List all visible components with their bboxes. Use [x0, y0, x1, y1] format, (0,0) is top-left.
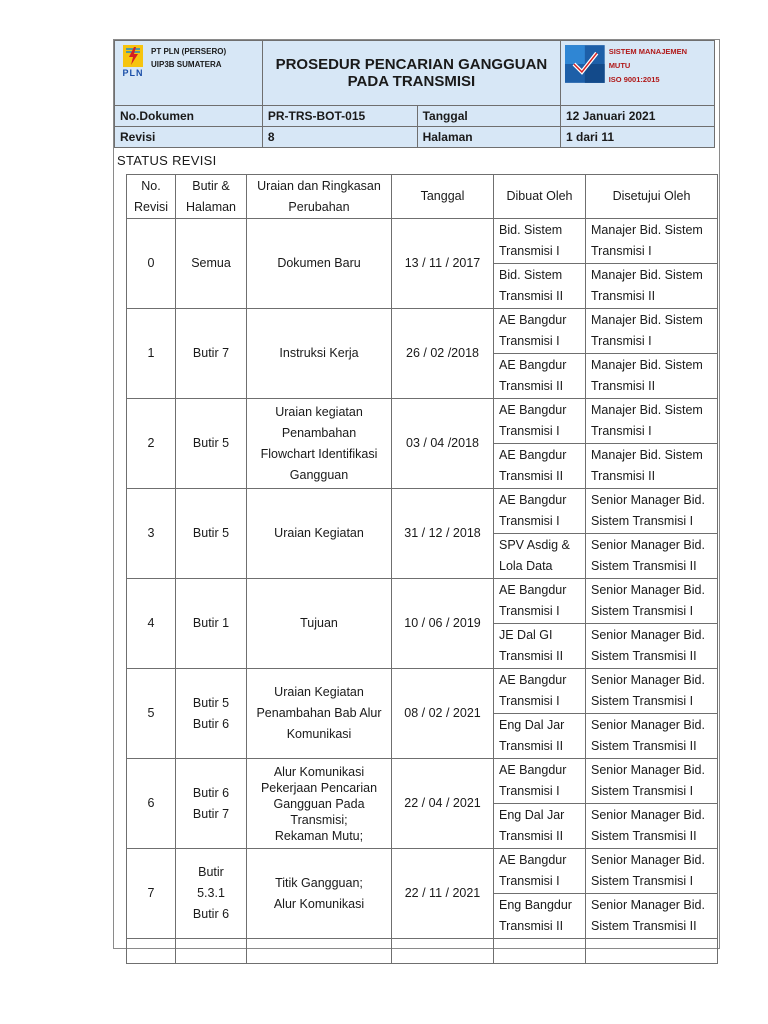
status-revisi-heading: STATUS REVISI — [117, 153, 217, 168]
cell-dibuat-oleh-line: AE Bangdur — [499, 448, 567, 462]
cell-dibuat-oleh-line: Transmisi II — [499, 649, 564, 663]
cell-tanggal: 10 / 06 / 2019 — [392, 579, 494, 669]
cell-disetujui-oleh-line: Manajer Bid. Sistem — [591, 223, 703, 237]
cell-no-revisi: 5 — [127, 669, 176, 759]
cell-uraian — [247, 309, 392, 399]
cell-uraian — [247, 579, 392, 669]
cell-butir — [176, 399, 247, 489]
cell-uraian — [247, 489, 392, 579]
cell-disetujui-oleh-line: Sistem Transmisi I — [591, 604, 694, 618]
cell-uraian-line: Uraian kegiatan — [275, 404, 363, 419]
cell-dibuat-oleh — [494, 579, 586, 624]
cell-dibuat-oleh-line: Bid. Sistem — [499, 268, 563, 282]
cell-disetujui-oleh-line: Senior Manager Bid. — [591, 493, 705, 507]
table-row — [127, 219, 718, 264]
cell-disetujui-oleh-line: Sistem Transmisi I — [591, 874, 694, 888]
date-value: 12 Januari 2021 — [561, 106, 715, 127]
cell-disetujui-oleh — [586, 849, 718, 894]
cell-tanggal: 31 / 12 / 2018 — [392, 489, 494, 579]
cell-uraian — [247, 759, 392, 849]
cell-uraian-line: Dokumen Baru — [277, 256, 361, 270]
doc-number-label: No.Dokumen — [115, 106, 263, 127]
cell-dibuat-oleh — [494, 759, 586, 804]
cell-butir-line: Butir 5 — [192, 436, 230, 450]
cell-dibuat-oleh-line: Transmisi II — [499, 919, 564, 933]
cell-uraian-line: Uraian Kegiatan — [274, 526, 364, 540]
cell-disetujui-oleh — [586, 219, 718, 264]
cell-dibuat-oleh-line: Transmisi II — [499, 289, 564, 303]
cell-disetujui-oleh — [586, 534, 718, 579]
cell-dibuat-oleh-line: Transmisi I — [499, 244, 560, 258]
blank-cell — [247, 939, 392, 964]
cell-uraian-line: Penambahan Bab Alur — [256, 706, 382, 720]
cell-uraian-line: Rekaman Mutu; — [274, 828, 364, 843]
cell-disetujui-oleh — [586, 579, 718, 624]
cell-tanggal: 08 / 02 / 2021 — [392, 669, 494, 759]
cell-tanggal: 03 / 04 /2018 — [392, 399, 494, 489]
cell-dibuat-oleh-line: Eng Bangdur — [499, 898, 572, 912]
table-row — [127, 579, 718, 624]
cell-uraian-line: Uraian Kegiatan — [274, 685, 364, 699]
table-row — [127, 309, 718, 354]
cell-dibuat-oleh-line: JE Dal GI — [499, 628, 553, 642]
pln-logo-icon — [123, 45, 143, 67]
cell-butir-line: Butir 7 — [192, 806, 230, 821]
cell-dibuat-oleh-line: Transmisi I — [499, 334, 560, 348]
cell-disetujui-oleh-line: Sistem Transmisi I — [591, 514, 694, 528]
blank-cell — [494, 939, 586, 964]
cell-butir — [176, 669, 247, 759]
cell-disetujui-oleh-line: Transmisi I — [591, 334, 652, 348]
cell-butir — [176, 309, 247, 399]
header-disetujui-oleh: Disetujui Oleh — [586, 175, 718, 219]
cell-uraian-line: Tujuan — [300, 616, 338, 630]
cell-dibuat-oleh — [494, 804, 586, 849]
company-cell — [115, 41, 263, 106]
header-tanggal: Tanggal — [392, 175, 494, 219]
company-name: PT PLN (PERSERO) — [151, 47, 227, 56]
iso-system-label: SISTEM MANAJEMEN MUTU — [608, 47, 688, 70]
cell-butir-line: Butir — [198, 865, 224, 879]
pln-logo — [121, 45, 145, 78]
cell-no-revisi: 1 — [127, 309, 176, 399]
cell-uraian-line: Titik Gangguan; — [275, 875, 363, 890]
cell-dibuat-oleh-line: Transmisi II — [499, 379, 564, 393]
cell-disetujui-oleh-line: Senior Manager Bid. — [591, 673, 705, 687]
cell-uraian-line: Gangguan — [289, 467, 349, 482]
cell-butir — [176, 849, 247, 939]
cell-disetujui-oleh — [586, 354, 718, 399]
cell-disetujui-oleh-line: Transmisi I — [591, 244, 652, 258]
cell-disetujui-oleh — [586, 399, 718, 444]
cell-dibuat-oleh-line: Transmisi II — [499, 829, 564, 843]
cell-butir-line: Butir 7 — [192, 346, 230, 360]
cell-uraian-line: Transmisi; — [290, 812, 348, 827]
cell-disetujui-oleh-line: Sistem Transmisi II — [591, 649, 697, 663]
cell-no-revisi: 7 — [127, 849, 176, 939]
blank-cell — [392, 939, 494, 964]
cell-disetujui-oleh-line: Sistem Transmisi I — [591, 784, 694, 798]
cell-uraian — [247, 669, 392, 759]
cell-dibuat-oleh-line: AE Bangdur — [499, 583, 567, 597]
table-row — [127, 849, 718, 894]
cell-dibuat-oleh — [494, 264, 586, 309]
cell-dibuat-oleh-line: AE Bangdur — [499, 853, 567, 867]
document-header — [114, 40, 715, 148]
cell-no-revisi: 3 — [127, 489, 176, 579]
cell-dibuat-oleh-line: AE Bangdur — [499, 313, 567, 327]
table-row — [127, 669, 718, 714]
page-label: Halaman — [417, 127, 560, 148]
page-value: 1 dari 11 — [561, 127, 715, 148]
cell-disetujui-oleh-line: Transmisi II — [591, 379, 656, 393]
title-line-1: PROSEDUR PENCARIAN GANGGUAN — [275, 56, 548, 73]
blank-row — [127, 939, 718, 964]
cell-disetujui-oleh-line: Senior Manager Bid. — [591, 898, 705, 912]
cell-disetujui-oleh — [586, 714, 718, 759]
cell-disetujui-oleh-line: Manajer Bid. Sistem — [591, 268, 703, 282]
cell-dibuat-oleh — [494, 714, 586, 759]
cell-uraian — [247, 849, 392, 939]
cell-butir-line: Semua — [191, 256, 231, 270]
cell-disetujui-oleh-line: Sistem Transmisi II — [591, 829, 697, 843]
cell-butir — [176, 489, 247, 579]
cell-disetujui-oleh-line: Senior Manager Bid. — [591, 808, 705, 822]
title-line-2: PADA TRANSMISI — [347, 73, 476, 90]
iso-standard-label: ISO 9001:2015 — [608, 75, 660, 84]
cell-dibuat-oleh-line: AE Bangdur — [499, 673, 567, 687]
cell-no-revisi: 6 — [127, 759, 176, 849]
cell-butir — [176, 759, 247, 849]
cell-disetujui-oleh — [586, 759, 718, 804]
cell-dibuat-oleh — [494, 219, 586, 264]
cell-uraian-line: Instruksi Kerja — [279, 346, 359, 360]
cell-disetujui-oleh-line: Manajer Bid. Sistem — [591, 358, 703, 372]
cell-dibuat-oleh-line: Bid. Sistem — [499, 223, 563, 237]
header-dibuat-oleh: Dibuat Oleh — [494, 175, 586, 219]
cell-dibuat-oleh — [494, 354, 586, 399]
table-row — [127, 759, 718, 804]
cell-no-revisi: 0 — [127, 219, 176, 309]
cell-disetujui-oleh-line: Sistem Transmisi II — [591, 559, 697, 573]
table-row — [127, 489, 718, 534]
cell-butir-line: Butir 1 — [192, 616, 230, 630]
cell-uraian — [247, 219, 392, 309]
cell-disetujui-oleh — [586, 669, 718, 714]
cell-disetujui-oleh-line: Transmisi I — [591, 424, 652, 438]
cell-dibuat-oleh-line: Transmisi I — [499, 874, 560, 888]
cell-tanggal: 26 / 02 /2018 — [392, 309, 494, 399]
cell-disetujui-oleh-line: Senior Manager Bid. — [591, 718, 705, 732]
cell-butir — [176, 219, 247, 309]
cell-dibuat-oleh-line: Transmisi I — [499, 694, 560, 708]
table-row — [127, 399, 718, 444]
revision-label: Revisi — [115, 127, 263, 148]
cell-butir-line: Butir 6 — [192, 716, 230, 731]
doc-number-value: PR-TRS-BOT-015 — [262, 106, 417, 127]
cell-uraian-line: Alur Komunikasi — [273, 764, 365, 779]
cell-uraian-line: Gangguan Pada — [273, 796, 365, 811]
cell-butir — [176, 579, 247, 669]
cell-disetujui-oleh-line: Manajer Bid. Sistem — [591, 448, 703, 462]
cell-uraian-line: Alur Komunikasi — [273, 896, 365, 911]
cell-uraian-line: Pekerjaan Pencarian — [260, 780, 378, 795]
cell-dibuat-oleh — [494, 309, 586, 354]
cell-dibuat-oleh — [494, 444, 586, 489]
cell-dibuat-oleh-line: Transmisi I — [499, 604, 560, 618]
cell-disetujui-oleh-line: Sistem Transmisi II — [591, 919, 697, 933]
cell-butir-line: Butir 6 — [192, 907, 230, 921]
cell-butir-line: 5.3.1 — [197, 886, 225, 900]
iso-cell — [561, 41, 715, 106]
cell-uraian-line: Komunikasi — [286, 727, 352, 741]
cell-dibuat-oleh — [494, 624, 586, 669]
cell-dibuat-oleh-line: Transmisi II — [499, 739, 564, 753]
cell-dibuat-oleh — [494, 534, 586, 579]
revision-value: 8 — [262, 127, 417, 148]
cell-dibuat-oleh-line: AE Bangdur — [499, 403, 567, 417]
cell-disetujui-oleh — [586, 804, 718, 849]
cell-disetujui-oleh — [586, 624, 718, 669]
cell-disetujui-oleh — [586, 444, 718, 489]
cell-dibuat-oleh — [494, 894, 586, 939]
company-unit: UIP3B SUMATERA — [151, 60, 222, 69]
cell-disetujui-oleh — [586, 489, 718, 534]
cell-dibuat-oleh — [494, 849, 586, 894]
cell-uraian-line: Penambahan — [281, 425, 357, 440]
cell-tanggal: 13 / 11 / 2017 — [392, 219, 494, 309]
blank-cell — [176, 939, 247, 964]
cell-butir-line: Butir 5 — [192, 695, 230, 710]
cell-dibuat-oleh-line: AE Bangdur — [499, 493, 567, 507]
cell-uraian — [247, 399, 392, 489]
cell-dibuat-oleh-line: Eng Dal Jar — [499, 808, 565, 822]
iso-certification-icon — [565, 45, 605, 83]
cell-disetujui-oleh-line: Manajer Bid. Sistem — [591, 313, 703, 327]
cell-butir-line: Butir 6 — [192, 785, 230, 800]
cell-disetujui-oleh-line: Senior Manager Bid. — [591, 628, 705, 642]
header-uraian: Uraian dan Ringkasan Perubahan — [247, 175, 392, 219]
cell-tanggal: 22 / 04 / 2021 — [392, 759, 494, 849]
cell-dibuat-oleh — [494, 489, 586, 534]
cell-dibuat-oleh-line: Transmisi I — [499, 424, 560, 438]
cell-no-revisi: 2 — [127, 399, 176, 489]
pln-logo-letters: PLN — [122, 68, 144, 78]
cell-dibuat-oleh-line: Transmisi II — [499, 469, 564, 483]
cell-disetujui-oleh-line: Sistem Transmisi II — [591, 739, 697, 753]
cell-disetujui-oleh-line: Transmisi II — [591, 469, 656, 483]
cell-dibuat-oleh-line: Transmisi I — [499, 784, 560, 798]
blank-cell — [586, 939, 718, 964]
cell-dibuat-oleh-line: AE Bangdur — [499, 763, 567, 777]
blank-cell — [127, 939, 176, 964]
cell-disetujui-oleh-line: Senior Manager Bid. — [591, 538, 705, 552]
revision-table — [126, 174, 718, 964]
cell-dibuat-oleh — [494, 399, 586, 444]
document-title — [262, 41, 560, 106]
header-no-revisi: No. Revisi — [127, 175, 176, 219]
cell-disetujui-oleh-line: Senior Manager Bid. — [591, 763, 705, 777]
cell-disetujui-oleh — [586, 309, 718, 354]
cell-disetujui-oleh — [586, 894, 718, 939]
cell-disetujui-oleh-line: Sistem Transmisi I — [591, 694, 694, 708]
cell-disetujui-oleh-line: Manajer Bid. Sistem — [591, 403, 703, 417]
cell-dibuat-oleh-line: AE Bangdur — [499, 358, 567, 372]
header-butir-halaman: Butir & Halaman — [176, 175, 247, 219]
cell-dibuat-oleh-line: Transmisi I — [499, 514, 560, 528]
cell-disetujui-oleh-line: Transmisi II — [591, 289, 656, 303]
cell-dibuat-oleh — [494, 669, 586, 714]
cell-butir-line: Butir 5 — [192, 526, 230, 540]
cell-uraian-line: Flowchart Identifikasi — [260, 446, 378, 461]
cell-no-revisi: 4 — [127, 579, 176, 669]
cell-dibuat-oleh-line: SPV Asdig & — [499, 538, 570, 552]
cell-dibuat-oleh-line: Lola Data — [499, 559, 553, 573]
cell-tanggal: 22 / 11 / 2021 — [392, 849, 494, 939]
cell-disetujui-oleh-line: Senior Manager Bid. — [591, 583, 705, 597]
cell-disetujui-oleh — [586, 264, 718, 309]
date-label: Tanggal — [417, 106, 560, 127]
cell-disetujui-oleh-line: Senior Manager Bid. — [591, 853, 705, 867]
cell-dibuat-oleh-line: Eng Dal Jar — [499, 718, 565, 732]
